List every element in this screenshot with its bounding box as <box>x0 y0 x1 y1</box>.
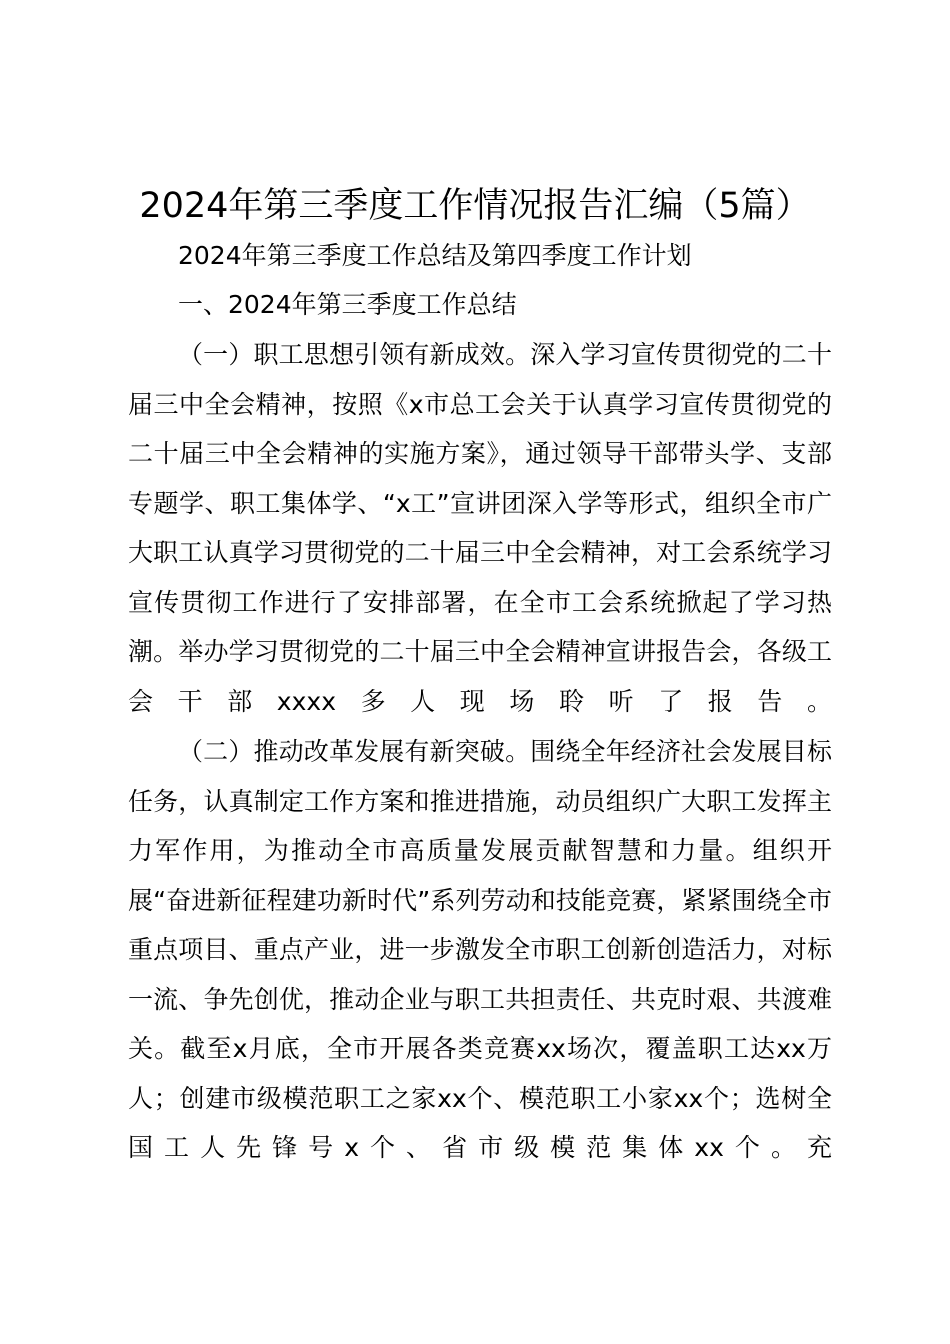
paragraph-line: 告会，各级工会干部xxxx多人现场聆听了报告。 <box>128 637 832 716</box>
paragraph-line: 十届三中全会精神，按照《x市总工会关于认真学习宣传贯彻 <box>128 340 832 419</box>
paragraph-line: 力，对标一流、争先创优，推动企业与职工共担责任、共克时 <box>128 935 832 1014</box>
paragraph-reform-development <box>128 727 832 1173</box>
paragraph-line: 职工达xx万人；创建市级模范职工之家xx个、模范职工小家 <box>128 1034 833 1113</box>
paragraph-line: 起了学习热潮。举办学习贯彻党的二十届三中全会精神宣讲报 <box>128 587 832 666</box>
paragraph-ideological-guidance <box>128 330 832 726</box>
paragraph-line: 会系统学习宣传贯彻工作进行了安排部署，在全市工会系统掀 <box>128 538 832 617</box>
paragraph-line: 绕全市重点项目、重点产业，进一步激发全市职工创新创造活 <box>128 885 832 964</box>
paragraph-line: 开展“奋进新征程建功新时代”系列劳动和技能竞赛，紧紧围 <box>128 836 832 915</box>
section-heading: 一、2024年第三季度工作总结 <box>178 290 517 319</box>
document-subtitle: 2024年第三季度工作总结及第四季度工作计划 <box>178 241 692 270</box>
paragraph-line: 挥主力军作用，为推动全市高质量发展贡献智慧和力量。组织 <box>128 786 832 865</box>
paragraph-line: 党的二十届三中全会精神的实施方案》，通过领导干部带头学、 <box>128 389 832 468</box>
paragraph-line: 标任务，认真制定工作方案和推进措施，动员组织广大职工发 <box>128 737 832 816</box>
paragraph-line: 织全市广大职工认真学习贯彻党的二十届三中全会精神，对工 <box>128 488 832 567</box>
paragraph-line: （二）推动改革发展有新突破。围绕全年经济社会发展目 <box>178 737 807 766</box>
paragraph-line: （一）职工思想引领有新成效。深入学习宣传贯彻党的二 <box>178 340 807 369</box>
paragraph-line: 艰、共渡难关。截至x月底，全市开展各类竞赛xx场次，覆盖 <box>128 984 832 1063</box>
document-title: 2024年第三季度工作情况报告汇编（5篇） <box>139 186 811 226</box>
paragraph-line: 支部专题学、职工集体学、“x工”宣讲团深入学等形式，组 <box>128 439 832 518</box>
paragraph-line: xx个；选树全国工人先锋号x个、省市级模范集体xx个。充 <box>128 1083 833 1162</box>
